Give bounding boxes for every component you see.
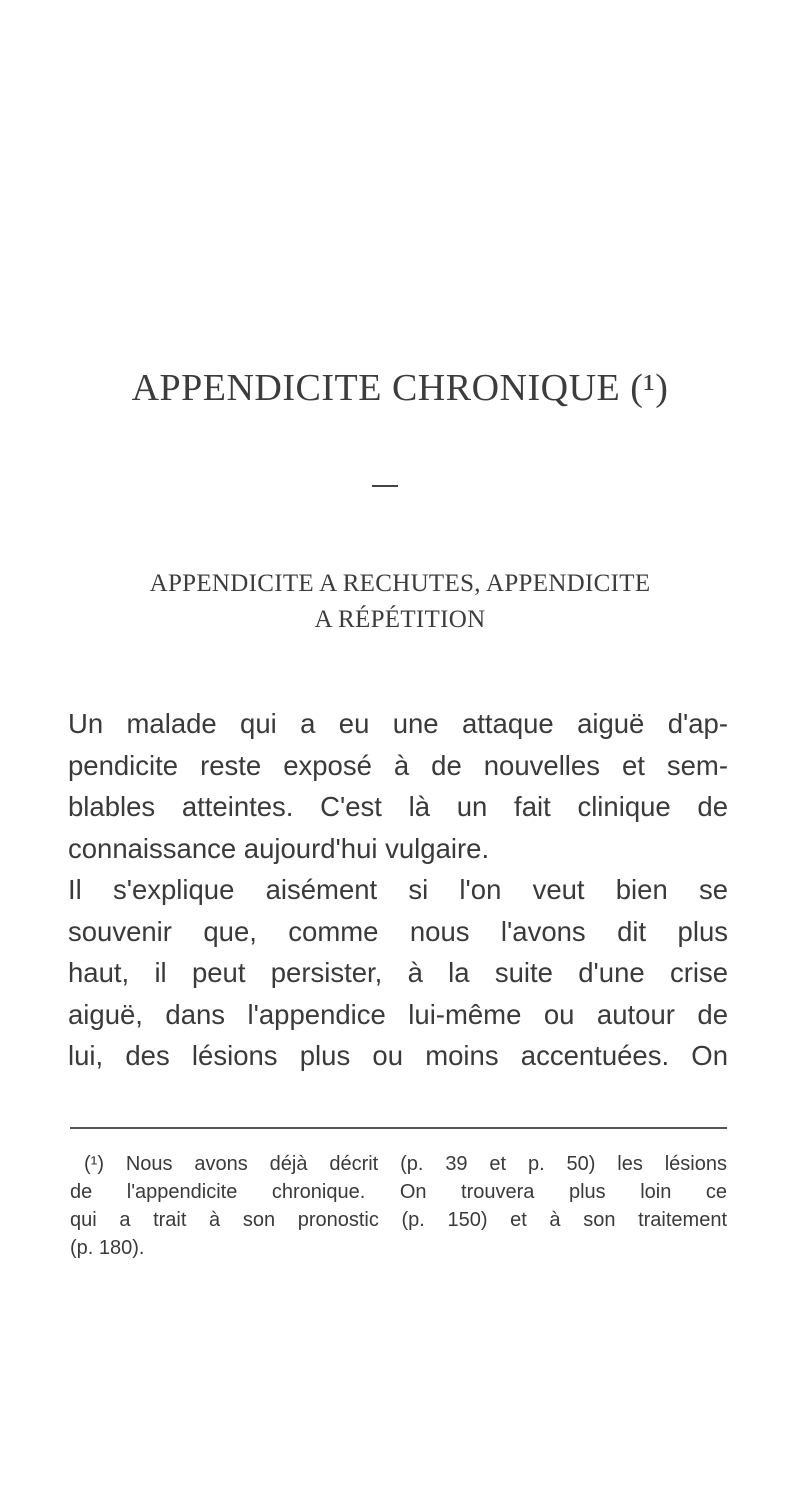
body-line: Il s'explique aisément si l'on veut bien se: [68, 874, 728, 905]
body-text: [68, 703, 728, 1077]
chapter-title: APPENDICITE CHRONIQUE (¹): [131, 367, 669, 409]
body-line: pendicite reste exposé à de nouvelles et sem-: [68, 749, 728, 781]
footnote-rule: [70, 1127, 727, 1129]
body-line: Un malade qui a eu une attaque aiguë d'ap-: [68, 708, 728, 739]
footnote-line: qui a trait à son pronostic (p. 150) et à son traitement: [70, 1209, 727, 1231]
footnote-line: de l'appendicite chronique. On trouvera plus loin ce: [70, 1181, 727, 1203]
footnote-line: (p. 180).: [70, 1237, 145, 1259]
footnote-line: (¹) Nous avons déjà décrit (p. 39 et p. 50) les lésions: [84, 1153, 727, 1175]
body-line: aiguë, dans l'appendice lui-même ou autour de: [68, 998, 728, 1030]
footnote: [70, 1150, 727, 1262]
body-line: haut, il peut persister, à la suite d'une crise: [68, 957, 728, 988]
body-line: lui, des lésions plus ou moins accentuées. On: [68, 1040, 728, 1071]
section-heading-line-2: A RÉPÉTITION: [314, 606, 486, 633]
body-line: blables atteintes. C'est là un fait clinique de: [68, 791, 728, 822]
body-line: souvenir que, comme nous l'avons dit plus: [68, 915, 728, 947]
section-heading-line-1: APPENDICITE A RECHUTES, APPENDICITE: [149, 570, 651, 597]
title-rule: [372, 485, 398, 487]
body-line: connaissance aujourd'hui vulgaire.: [68, 832, 490, 864]
section-heading: [60, 566, 740, 638]
